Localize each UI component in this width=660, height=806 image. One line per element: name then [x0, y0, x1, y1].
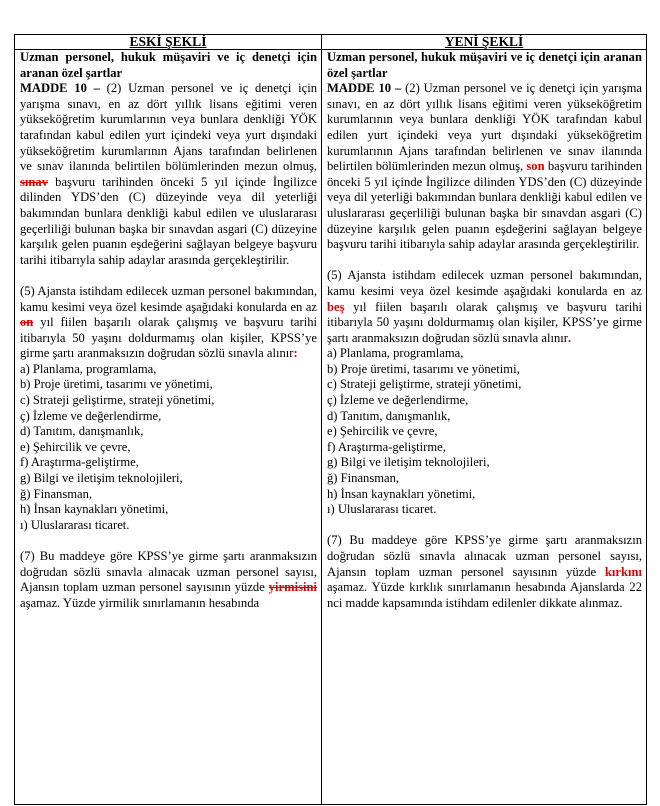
text-segment: yıl fiilen başarılı olarak çalışmış ve başvuru tarihi itibarıyla 50 yaşını doldurmamış olan kişiler, KPSS’ye girme şartı aranmaksızın doğrudan sözlü sınavla alınır [327, 299, 642, 345]
text-segment: başvuru tarihinden önceki 5 yıl içinde İngilizce dilinden YDS’den (C) düzeyinde veya dil yeterliği bakımından bunlara denkliği kabul edilen ve uluslararası geçerliliği bulunan başka bir sınavdan asgari (C) düzeyine karşılık gelen puanın eşdeğerini sağlayan belgeye başvuru tarihi itibarıyla sahip adaylar arasında gerçekleştirilir. [327, 159, 642, 252]
paragraph-7 [327, 533, 642, 611]
list-item: ı) Uluslararası ticaret. [327, 502, 437, 517]
article-number: MADDE 10 – [20, 81, 100, 96]
text-segment: yıl fiilen başarılı olarak çalışmış ve başvuru tarihi itibarıyla 50 yaşını doldurmamış olan kişiler, KPSS’ye girme şartı aranmaksızın doğrudan sözlü sınavla alınır [20, 315, 317, 361]
new-version-cell [322, 50, 647, 805]
comparison-table [14, 34, 647, 805]
list-item: g) Bilgi ve iletişim teknolojileri, [327, 455, 490, 470]
article-title: Uzman personel, hukuk müşaviri ve iç denetçi için aranan özel şartlar [327, 50, 642, 80]
list-item: b) Proje üretimi, tasarımı ve yönetimi, [20, 377, 213, 392]
list-item: h) İnsan kaynakları yönetimi, [20, 502, 169, 517]
old-version-cell [15, 50, 322, 805]
list-item: b) Proje üretimi, tasarımı ve yönetimi, [327, 361, 520, 376]
deleted-word: sınav [20, 174, 48, 189]
text-segment: (2) Uzman personel ve iç denetçi için yarışma sınavı, en az dört yıllık lisans eğitimi veren yükseköğretim kurumlarının veya bunlara denkliği YÖK tarafından kabul edilen yurt içindeki veya yurt dışındaki yükseköğretim kurumlarının Ajans tarafından belirlenen ve sınav ilanında belirtilen bölümlerinden mezun olmuş, [327, 81, 642, 174]
new-version-header: YENİ ŞEKLİ [322, 35, 647, 50]
list-item: ı) Uluslararası ticaret. [20, 517, 130, 532]
list-item: e) Şehircilik ve çevre, [327, 424, 438, 439]
old-version-text [20, 50, 317, 611]
paragraph-2 [327, 81, 642, 253]
changed-word: beş [327, 299, 345, 314]
text-segment: (7) Bu maddeye göre KPSS’ye girme şartı aranmaksızın doğrudan sözlü sınavla alınacak uzman personel sayısı, Ajansın toplam uzman personel sayısının yüzde [20, 549, 317, 595]
list-item: ğ) Finansman, [20, 486, 93, 501]
article-title: Uzman personel, hukuk müşaviri ve iç denetçi için aranan özel şartlar [20, 50, 317, 80]
changed-word: son [526, 159, 545, 174]
content-row [15, 50, 647, 805]
list-item: e) Şehircilik ve çevre, [20, 439, 131, 454]
list-item: ğ) Finansman, [327, 471, 400, 486]
list-item: f) Araştırma-geliştirme, [20, 455, 139, 470]
changed-punctuation: . [567, 330, 572, 345]
text-segment: (2) Uzman personel ve iç denetçi için yarışma sınavı, en az dört yıllık lisans eğitimi veren yükseköğretim kurumlarının veya bunlara denkliği YÖK tarafından kabul edilen yurt içindeki veya yurt dışındaki yükseköğretim kurumlarının Ajans tarafından belirlenen ve sınav ilanında belirtilen bölümlerinden mezun olmuş, [20, 81, 317, 174]
text-segment: aşamaz. Yüzde yirmilik sınırlamanın hesabında [20, 595, 260, 610]
header-row [15, 35, 647, 50]
list-item: ç) İzleme ve değerlendirme, [20, 408, 162, 423]
list-item: d) Tanıtım, danışmanlık, [20, 424, 144, 439]
paragraph-2 [20, 81, 317, 268]
new-version-text [327, 50, 642, 611]
paragraph-7 [20, 549, 317, 611]
text-segment: (7) Bu maddeye göre KPSS’ye girme şartı aranmaksızın doğrudan sözlü sınavla alınacak uzman personel sayısı, Ajansın toplam uzman personel sayısının yüzde [327, 533, 642, 579]
text-segment: aşamaz. Yüzde kırklık sınırlamanın hesabında Ajanslarda 22 nci madde kapsamında istihdam edilenler dikkate alınmaz. [327, 580, 642, 610]
list-item: c) Strateji geliştirme, strateji yönetimi, [327, 377, 522, 392]
old-version-header: ESKİ ŞEKLİ [15, 35, 322, 50]
list-item: g) Bilgi ve iletişim teknolojileri, [20, 471, 183, 486]
list-item: c) Strateji geliştirme, strateji yönetimi, [20, 393, 215, 408]
paragraph-5 [327, 268, 642, 346]
list-item: d) Tanıtım, danışmanlık, [327, 408, 451, 423]
text-segment: başvuru tarihinden önceki 5 yıl içinde İngilizce dilinden YDS’den (C) düzeyinde veya dil yeterliği bakımından bunlara denkliği kabul edilen ve uluslararası geçerliliği bulunan başka bir sınavdan asgari (C) düzeyine karşılık gelen puanın eşdeğerini sağlayan belgeye başvuru tarihi itibarıyla sahip adaylar arasında gerçekleştirilir. [20, 174, 317, 267]
list-item: a) Planlama, programlama, [327, 346, 464, 361]
list-item: ç) İzleme ve değerlendirme, [327, 393, 469, 408]
list-item: h) İnsan kaynakları yönetimi, [327, 486, 476, 501]
list-item: a) Planlama, programlama, [20, 361, 157, 376]
article-number: MADDE 10 – [327, 81, 402, 96]
paragraph-5 [20, 284, 317, 362]
text-segment: (5) Ajansta istihdam edilecek uzman personel bakımından, kamu kesimi veya özel kesimde aşağıdaki konularda en az [327, 268, 642, 298]
changed-word: kırkını [604, 564, 642, 579]
list-item: f) Araştırma-geliştirme, [327, 439, 446, 454]
deleted-word: on [20, 315, 34, 330]
changed-punctuation: : [293, 346, 298, 361]
deleted-word: yirmisini [268, 580, 317, 595]
text-segment: (5) Ajansta istihdam edilecek uzman personel bakımından, kamu kesimi veya özel kesimde aşağıdaki konularda en az [20, 283, 317, 314]
